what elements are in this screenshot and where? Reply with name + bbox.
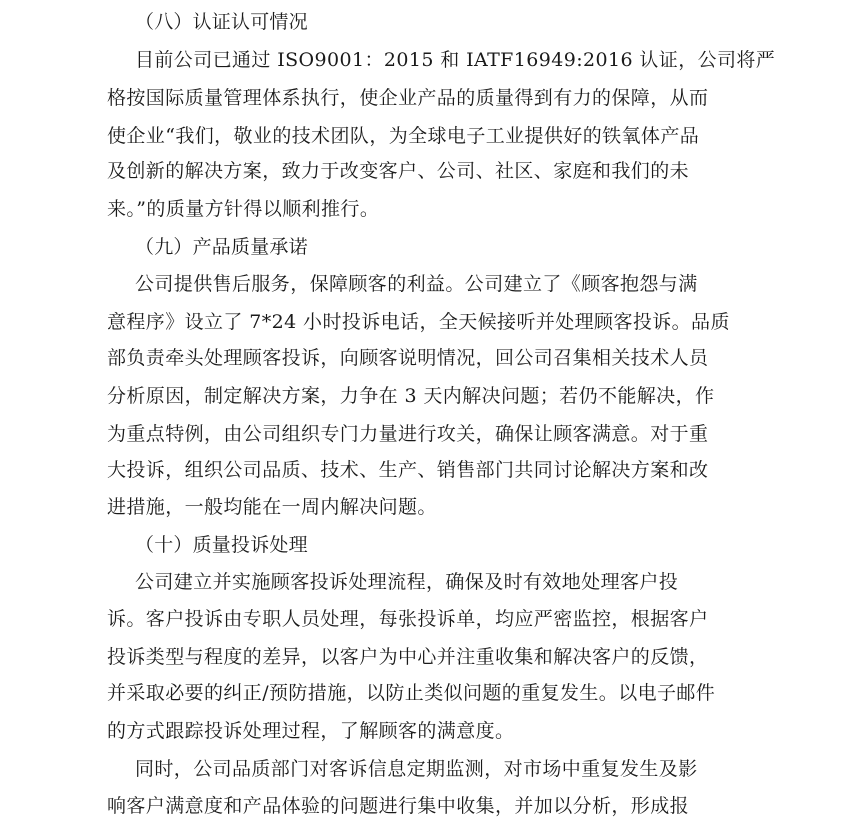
section-heading: （十）质量投诉处理 — [135, 534, 308, 556]
paragraph-line: 使企业“我们，敬业的技术团队，为全球电子工业提供好的铁氧体产品 — [107, 125, 700, 147]
section-heading: （八）认证认可情况 — [135, 11, 308, 33]
paragraph-line: 诉。客户投诉由专职人员处理，每张投诉单，均应严密监控，根据客户 — [107, 608, 709, 630]
paragraph-line: 进措施，一般均能在一周内解决问题。 — [107, 496, 437, 518]
paragraph-line: 来。”的质量方针得以顺利推行。 — [107, 198, 380, 220]
paragraph-line: 部负责牵头处理顾客投诉，向顾客说明情况，回公司召集相关技术人员 — [107, 347, 709, 369]
paragraph-line: 目前公司已通过 ISO9001：2015 和 IATF16949:2016 认证，公司将严 — [135, 49, 776, 71]
section-heading: （九）产品质量承诺 — [135, 236, 308, 258]
paragraph-line: 投诉类型与程度的差异，以客户为中心并注重收集和解决客户的反馈， — [107, 646, 709, 668]
paragraph-line: 分析原因，制定解决方案，力争在 3 天内解决问题；若仍不能解决，作 — [107, 385, 715, 407]
paragraph-line: 响客户满意度和产品体验的问题进行集中收集，并加以分析，形成报 — [107, 795, 690, 817]
paragraph-line: 为重点特例，由公司组织专门力量进行攻关，确保让顾客满意。对于重 — [107, 423, 709, 445]
paragraph-line: 意程序》设立了 7*24 小时投诉电话，全天候接听并处理顾客投诉。品质 — [107, 311, 730, 333]
paragraph-line: 的方式跟踪投诉处理过程，了解顾客的满意度。 — [107, 720, 515, 742]
paragraph-line: 同时，公司品质部门对客诉信息定期监测，对市场中重复发生及影 — [135, 758, 698, 780]
paragraph-line: 及创新的解决方案，致力于改变客户、公司、社区、家庭和我们的未 — [107, 160, 690, 182]
paragraph-line: 公司建立并实施顾客投诉处理流程，确保及时有效地处理客户投 — [135, 571, 679, 593]
paragraph-line: 公司提供售后服务，保障顾客的利益。公司建立了《顾客抱怨与满 — [135, 273, 698, 295]
paragraph-line: 大投诉，组织公司品质、技术、生产、销售部门共同讨论解决方案和改 — [107, 459, 709, 481]
paragraph-line: 并采取必要的纠正/预防措施，以防止类似问题的重复发生。以电子邮件 — [107, 682, 716, 704]
paragraph-line: 格按国际质量管理体系执行，使企业产品的质量得到有力的保障，从而 — [107, 87, 709, 109]
